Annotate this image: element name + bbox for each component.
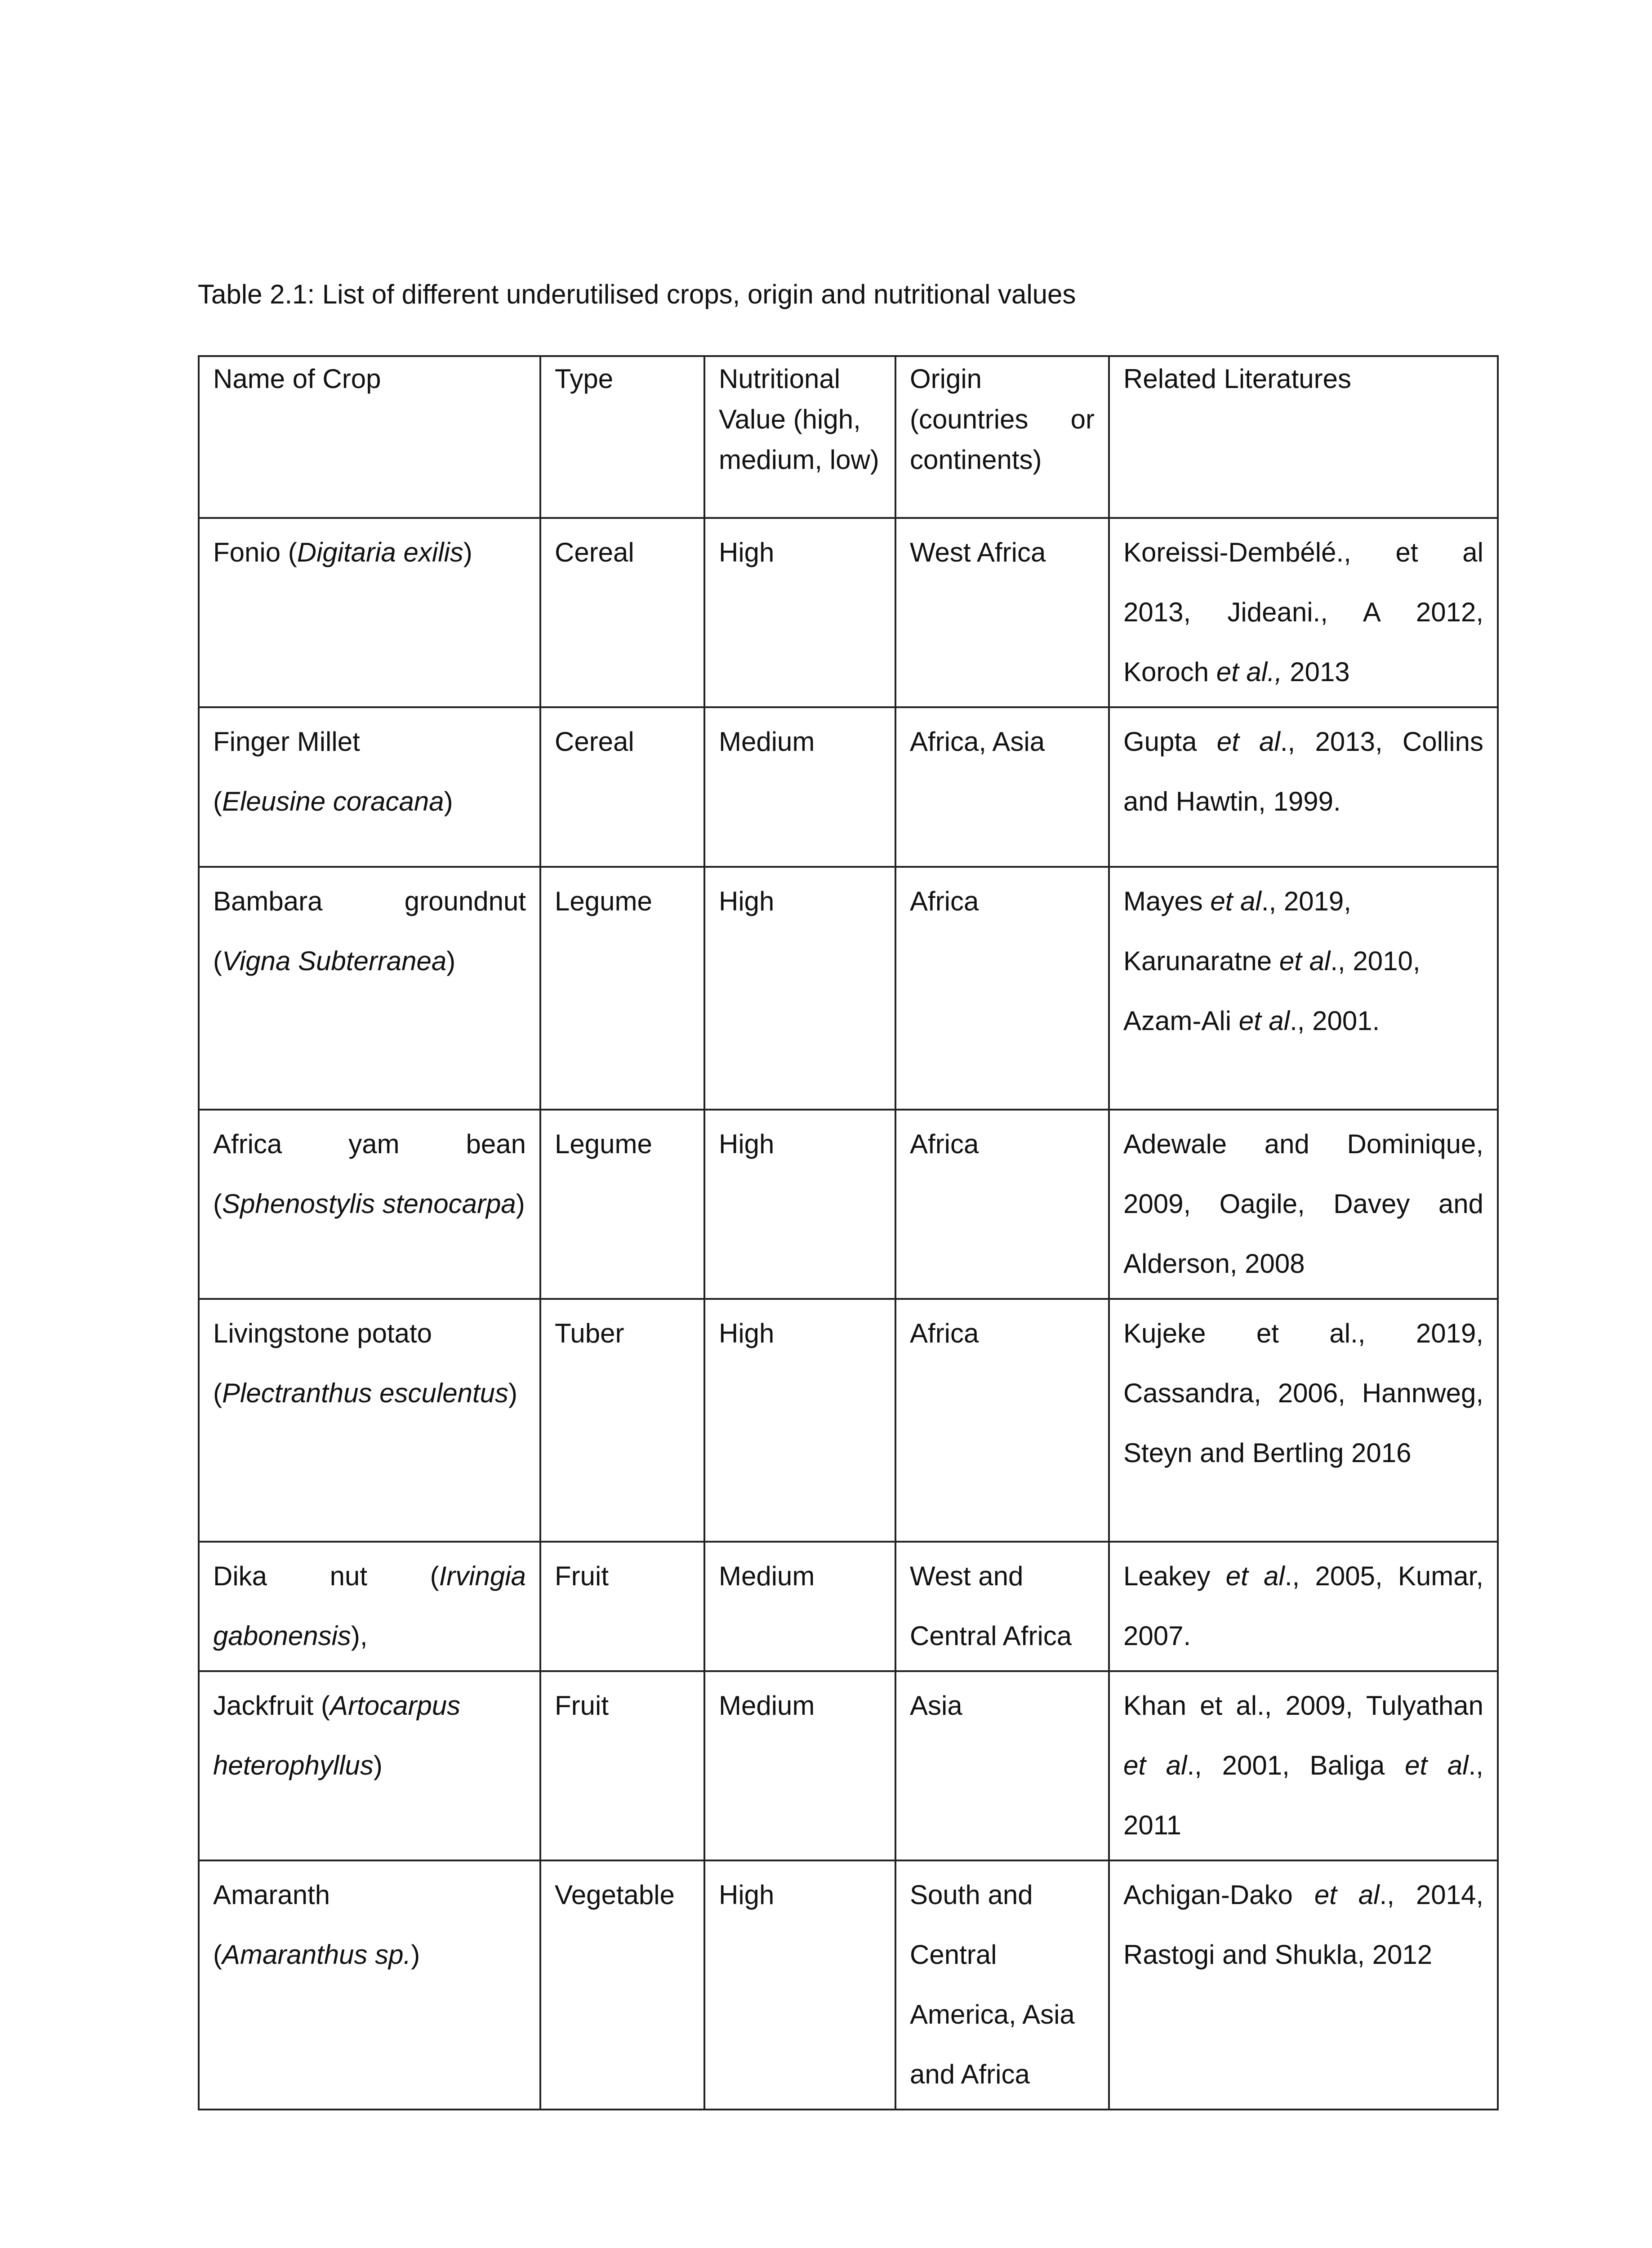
origin-cell: Asia (895, 1671, 1109, 1860)
literature-text: 2013 (1282, 657, 1350, 687)
crop-type-cell: Legume (540, 1110, 704, 1299)
nutrition-cell: High (704, 1299, 895, 1542)
table-row (199, 707, 1498, 867)
origin-cell: South and Central America, Asia and Africa (895, 1860, 1109, 2110)
literature-text: ., 2005, Kumar, 2007. (1123, 1561, 1483, 1651)
literature-text: Achigan-Dako (1123, 1880, 1314, 1910)
crop-common-name: Livingstone potato (213, 1318, 432, 1348)
literature-text: Azam-Ali (1123, 1006, 1239, 1036)
crop-name-cell: Dika nut (Irvingia gabonensis), (199, 1542, 540, 1671)
crop-type-cell: Fruit (540, 1542, 704, 1671)
header-nutritional-value: Nutritional Value (high, medium, low) (704, 356, 895, 518)
crop-common-name: Bambara groundnut (213, 886, 526, 916)
literature-italic: et al (1216, 727, 1280, 757)
crop-scientific-name: Amaranthus sp. (222, 1940, 411, 1970)
crop-name-cell: Amaranth (Amaranthus sp.) (199, 1860, 540, 2110)
literature-text: ., 2019, (1261, 886, 1351, 916)
nutrition-cell: High (704, 867, 895, 1110)
header-origin: Origin (countries or continents) (895, 356, 1109, 518)
table-row (199, 1671, 1498, 1860)
crop-scientific-name: Vigna Subterranea (222, 946, 447, 976)
crop-name-cell: Livingstone potato (Plectranthus esculentus) (199, 1299, 540, 1542)
crop-common-name: Amaranth (213, 1880, 330, 1910)
literature-text: ., 2014, Rastogi and Shukla, 2012 (1123, 1880, 1483, 1970)
table-row (199, 1542, 1498, 1671)
literature-cell: Kujeke et al., 2019, Cassandra, 2006, Hannweg, Steyn and Bertling 2016 (1109, 1299, 1498, 1542)
origin-cell: West Africa (895, 518, 1109, 707)
header-type: Type (540, 356, 704, 518)
nutrition-cell: Medium (704, 1542, 895, 1671)
crop-name-cell: Finger Millet (Eleusine coracana) (199, 707, 540, 867)
table-row (199, 1860, 1498, 2110)
origin-cell: Africa, Asia (895, 707, 1109, 867)
crop-type-cell: Cereal (540, 518, 704, 707)
literature-cell: Adewale and Dominique, 2009, Oagile, Davey and Alderson, 2008 (1109, 1110, 1498, 1299)
nutrition-cell: High (704, 1110, 895, 1299)
table-caption: Table 2.1: List of different underutilised crops, origin and nutritional values (198, 279, 1076, 309)
literature-text: ., 2001. (1290, 1006, 1380, 1036)
crop-type-cell: Fruit (540, 1671, 704, 1860)
literature-cell (1109, 867, 1498, 1110)
nutrition-cell: Medium (704, 1671, 895, 1860)
nutrition-cell: Medium (704, 707, 895, 867)
literature-text: Khan et al., 2009, Tulyathan (1123, 1690, 1483, 1721)
crop-scientific-name: Artocarpus heterophyllus (213, 1690, 461, 1780)
crop-name-cell: Bambara groundnut (Vigna Subterranea) (199, 867, 540, 1110)
literature-cell (1109, 518, 1498, 707)
table-row (199, 1110, 1498, 1299)
crop-name-cell: Africa yam bean (Sphenostylis stenocarpa) (199, 1110, 540, 1299)
table-header-row (199, 356, 1498, 518)
literature-italic: et al (1238, 1006, 1290, 1036)
crop-name-cell: Fonio (Digitaria exilis) (199, 518, 540, 707)
crop-common-name: Dika nut (213, 1561, 368, 1591)
literature-cell (1109, 1860, 1498, 2110)
origin-cell: Africa (895, 867, 1109, 1110)
literature-text: ., 2011 (1123, 1750, 1483, 1840)
literature-italic: et al (1279, 946, 1331, 976)
literature-text: ., 2013, Collins and Hawtin, 1999. (1123, 727, 1483, 816)
header-related-literatures: Related Literatures (1109, 356, 1498, 518)
origin-cell: West and Central Africa (895, 1542, 1109, 1671)
crop-common-name: Finger Millet (213, 727, 360, 757)
literature-text: Mayes (1123, 886, 1211, 916)
nutrition-cell: High (704, 1860, 895, 2110)
crop-common-name: Fonio (213, 537, 281, 567)
crop-scientific-name: Sphenostylis stenocarpa (222, 1189, 516, 1219)
table-row (199, 518, 1498, 707)
crop-type-cell: Legume (540, 867, 704, 1110)
origin-cell: Africa (895, 1110, 1109, 1299)
literature-cell (1109, 707, 1498, 867)
crop-type-cell: Vegetable (540, 1860, 704, 2110)
literature-italic: et al (1314, 1880, 1380, 1910)
crop-type-cell: Cereal (540, 707, 704, 867)
literature-cell (1109, 1542, 1498, 1671)
crops-table (198, 355, 1499, 2110)
literature-text: ., 2001, Baliga (1187, 1750, 1405, 1780)
literature-italic: et al (1405, 1750, 1469, 1780)
literature-text: Gupta (1123, 727, 1217, 757)
table-row (199, 867, 1498, 1110)
header-name-of-crop: Name of Crop (199, 356, 540, 518)
literature-cell (1109, 1671, 1498, 1860)
crop-scientific-name: Eleusine coracana (222, 786, 444, 816)
crop-common-name: Jackfruit (213, 1690, 314, 1721)
literature-italic: et al., (1216, 657, 1282, 687)
crop-scientific-name: Digitaria exilis (297, 537, 463, 567)
literature-text: ., 2010, (1330, 946, 1420, 976)
literature-text: Koreissi-Dembélé., et al 2013, Jideani., A 2012, Koroch (1123, 537, 1483, 687)
literature-italic: et al (1210, 886, 1261, 916)
literature-italic: et al (1123, 1750, 1187, 1780)
table-row (199, 1299, 1498, 1542)
crop-scientific-name: Plectranthus esculentus (222, 1378, 509, 1408)
crop-name-cell: Jackfruit (Artocarpus heterophyllus) (199, 1671, 540, 1860)
literature-italic: et al (1225, 1561, 1285, 1591)
crop-scientific-name: Irvingia gabonensis (213, 1561, 526, 1651)
origin-cell: Africa (895, 1299, 1109, 1542)
literature-text: Karunaratne (1123, 946, 1279, 976)
nutrition-cell: High (704, 518, 895, 707)
literature-text: Leakey (1123, 1561, 1226, 1591)
crop-common-name: Africa yam bean (213, 1129, 526, 1159)
crop-type-cell: Tuber (540, 1299, 704, 1542)
